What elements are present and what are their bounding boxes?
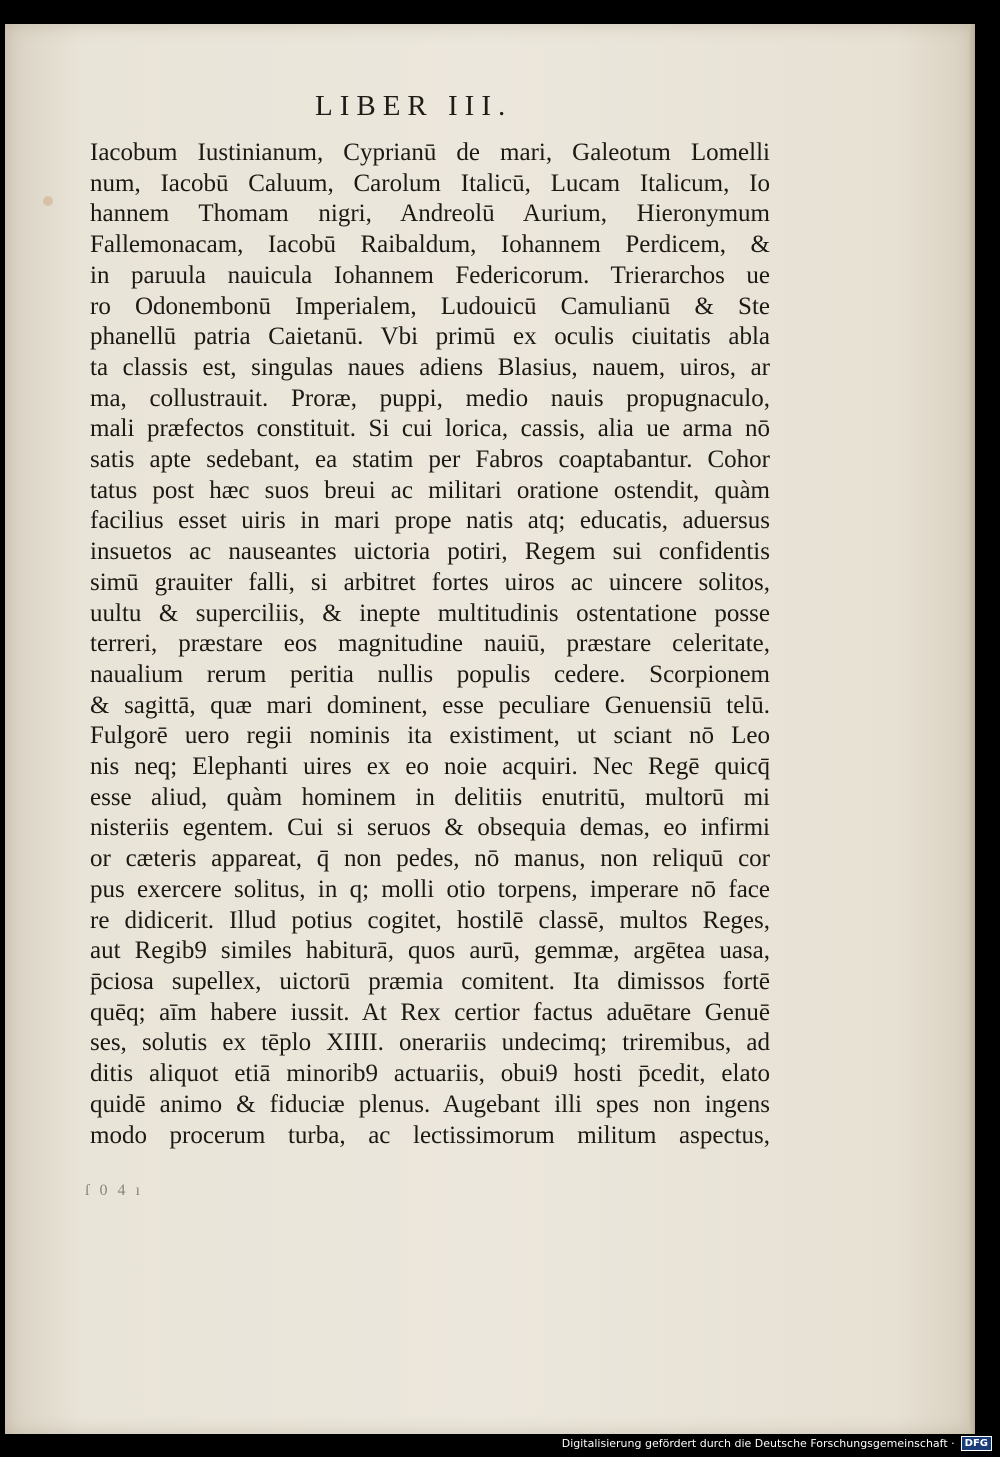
text-line: ta classis est, singulas naues adiens Blasius, nauem, uiros, ar: [90, 353, 770, 381]
text-line: & sagittā, quæ mari dominent, esse peculiare Genuensiū telū.: [90, 691, 770, 719]
text-line: hannem Thomam nigri, Andreolū Aurium, Hieronymum: [90, 200, 770, 228]
text-line: uultu & superciliis, & inepte multitudinis ostentatione posse: [90, 599, 770, 627]
text-line: terreri, præstare eos magnitudine nauiū, præstare celeritate,: [90, 630, 770, 658]
text-line: phanellū patria Caietanū. Vbi primū ex oculis ciuitatis abla: [90, 323, 770, 351]
text-line: in paruula nauicula Iohannem Federicorum. Trierarchos ue: [90, 261, 770, 289]
text-line: or cæteris appareat, q̄ non pedes, nō manus, non reliquū cor: [90, 845, 770, 873]
text-line: nis neq; Elephanti uires ex eo noie acquiri. Nec Regē quicq̄: [90, 753, 770, 781]
text-line: quidē animo & fiduciæ plenus. Augebant illi spes non ingens: [90, 1090, 770, 1118]
page-edge: [969, 24, 975, 1434]
text-line: satis apte sedebant, ea statim per Fabros coaptabantur. Cohor: [90, 446, 770, 474]
text-line: tatus post hæc suos breui ac militari oratione ostendit, quàm: [90, 476, 770, 504]
text-line: nisteriis egentem. Cui si seruos & obsequia demas, eo infirmi: [90, 814, 770, 842]
text-line: modo procerum turba, ac lectissimorum militum aspectus,: [90, 1121, 770, 1149]
signature-mark: ſ 0 4 ı: [85, 1182, 143, 1199]
text-line: ro Odonembonū Imperialem, Ludouicū Camulianū & Ste: [90, 292, 770, 320]
text-line: naualium rerum peritia nullis populis cedere. Scorpionem: [90, 660, 770, 688]
text-line: num, Iacobū Caluum, Carolum Italicū, Lucam Italicum, Io: [90, 169, 770, 197]
body-text: [90, 138, 770, 1151]
text-line: Iacobum Iustinianum, Cyprianū de mari, Galeotum Lomelli: [90, 139, 770, 166]
text-line: Fulgorē uero regii nominis ita existiment, ut sciant nō Leo: [90, 722, 770, 750]
text-line: quēq; aīm habere iussit. At Rex certior factus aduētare Genuē: [90, 998, 770, 1026]
text-line: insuetos ac nauseantes uictoria potiri, Regem sui confidentis: [90, 538, 770, 566]
credit-bar: [562, 1436, 992, 1451]
book-page: [5, 24, 975, 1434]
ink-spot: [43, 196, 53, 206]
text-line: p̄ciosa supellex, uictorū præmia comitent. Ita dimissos fortē: [90, 967, 770, 995]
credit-text: Digitalisierung gefördert durch die Deutsche Forschungsgemeinschaft ·: [561, 1437, 955, 1450]
text-line: re didicerit. Illud potius cogitet, hostilē classē, multos Reges,: [90, 906, 770, 934]
dfg-logo-icon: DFG: [961, 1436, 992, 1451]
text-line: Fallemonacam, Iacobū Raibaldum, Iohannem Perdicem, &: [90, 231, 770, 259]
text-line: esse aliud, quàm hominem in delitiis enutritū, multorū mi: [90, 783, 770, 811]
text-line: ma, collustrauit. Proræ, puppi, medio nauis propugnaculo,: [90, 384, 770, 412]
text-line: simū grauiter falli, si arbitret fortes uiros ac uincere solitos,: [90, 568, 770, 596]
text-line: pus exercere solitus, in q; molli otio torpens, imperare nō face: [90, 875, 770, 903]
text-line: facilius esset uiris in mari prope natis atq; educatis, aduersus: [90, 507, 770, 535]
text-line: aut Regib9 similes habiturā, quos aurū, gemmæ, argētea uasa,: [90, 937, 770, 965]
running-head: LIBER III.: [315, 90, 513, 122]
text-line: ses, solutis ex tēplo XIIII. onerariis undecimq; triremibus, ad: [90, 1029, 770, 1057]
text-line: ditis aliquot etiā minorib9 actuariis, obui9 hosti p̄cedit, elato: [90, 1060, 770, 1088]
text-line: mali præfectos constituit. Si cui lorica, cassis, alia ue arma nō: [90, 415, 770, 443]
